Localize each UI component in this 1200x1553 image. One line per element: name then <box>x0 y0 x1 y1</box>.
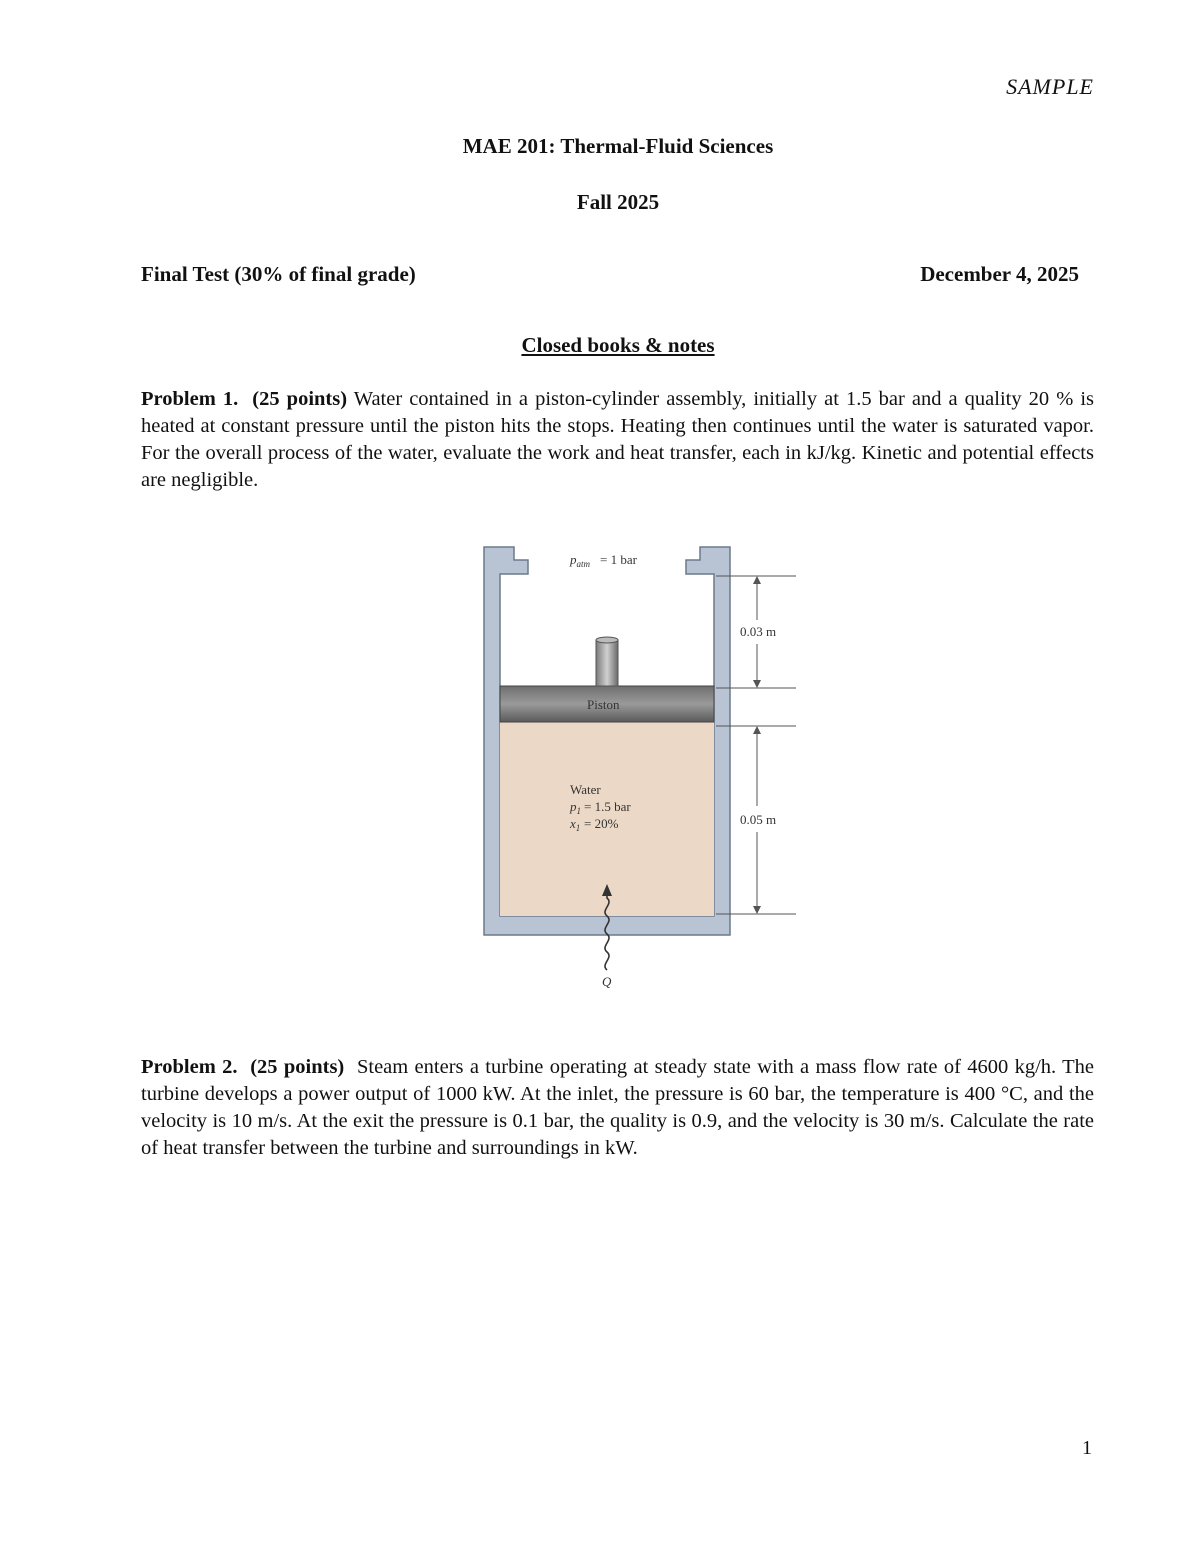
problem-2 <box>141 1054 1094 1162</box>
water-height-dimension: 0.05 m <box>740 812 777 827</box>
term-label: Fall 2025 <box>576 190 660 214</box>
problem-2-label: Problem 2. <box>141 1056 238 1078</box>
test-date: December 4, 2025 <box>920 262 1079 286</box>
p1-label: = 1.5 bar <box>584 799 631 814</box>
piston-label: Piston <box>587 697 620 712</box>
patm-label: = 1 bar <box>600 552 637 567</box>
x1-label: = 20% <box>584 816 619 831</box>
piston-rod <box>596 640 618 686</box>
problem-2-points: (25 points) <box>250 1056 345 1078</box>
gap-dimension: 0.03 m <box>740 624 777 639</box>
p1-symbol: $p_1$ <box>570 799 581 816</box>
course-title: MAE 201: Thermal-Fluid Sciences <box>462 134 774 158</box>
test-label: Final Test (30% of final grade) <box>141 262 416 286</box>
x1-symbol: $x_1$ <box>570 816 581 833</box>
piston-cylinder-figure <box>424 540 804 992</box>
problem-2-text: Steam enters a turbine operating at steady state with a mass flow rate of 4600 kg/h. The turbine develops a power output of 1000 kW. At the inlet, the pressure is 60 bar, the temperature is 400 °C, and the velocity is 10 m/s. At the exit the pressure is 0.1 bar, the quality is 0.9, and the velocity is 30 m/s. Calculate the rate of heat transfer between the turbine and surroundings in kW. <box>141 1056 1095 1159</box>
problem-1 <box>141 386 1094 494</box>
water-label: Water <box>570 782 601 797</box>
page-number: 1 <box>1082 1437 1092 1459</box>
sample-watermark: SAMPLE <box>1006 74 1094 99</box>
problem-1-points: (25 points) <box>252 388 348 410</box>
problem-1-label: Problem 1. <box>141 388 239 410</box>
patm-symbol: $p_{atm}$ <box>570 552 590 569</box>
exam-rules: Closed books & notes <box>521 333 715 357</box>
problem-1-text: Water contained in a piston-cylinder assembly, initially at 1.5 bar and a quality 20 % is heated at constant pressure until the piston hits the stops. Heating then continues until the water is saturated vapor. For the overall process of the water, evaluate the work and heat transfer, each in kJ/kg. Kinetic and potential effects are negligible. <box>141 388 1094 491</box>
heat-label: Q <box>602 974 612 989</box>
